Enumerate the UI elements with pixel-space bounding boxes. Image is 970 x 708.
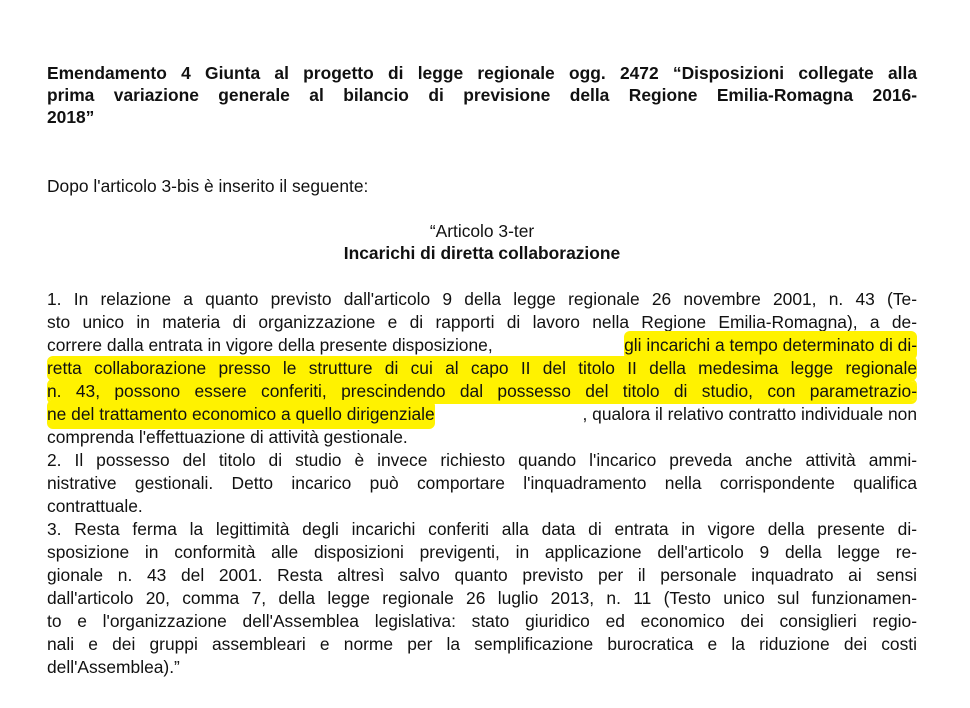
para1-line-3 (47, 333, 917, 357)
para1-line-3-plain: correre dalla entrata in vigore della presente disposizione, (47, 335, 493, 355)
para1-line-7: comprenda l'effettuazione di attività gestionale. (47, 427, 408, 447)
para3-line-1: 3. Resta ferma la legittimità degli incarichi conferiti alla data di entrata in vigore della presente di- (47, 519, 917, 539)
para1-highlight-3: n. 43, possono essere conferiti, prescindendo dal possesso del titolo di studio, con parametrazio- (47, 381, 917, 401)
para2-line-3: contrattuale. (47, 496, 143, 516)
intro-text: Dopo l'articolo 3-bis è inserito il seguente: (47, 176, 369, 196)
para1-line-2: sto unico in materia di organizzazione e di rapporti di lavoro nella Regione Emilia-Romagna), a de- (47, 312, 917, 332)
document-title-line-3: 2018” (47, 107, 95, 127)
para3-line-5: to e l'organizzazione dell'Assemblea legislativa: stato giuridico ed economico dei consiglieri regio- (47, 611, 917, 631)
para1-line-6-plain: , qualora il relativo contratto individuale non (582, 404, 917, 424)
para3-line-6: nali e dei gruppi assembleari e norme per la semplificazione burocratica e la riduzione dei costi (47, 634, 917, 654)
para3-line-3: gionale n. 43 del 2001. Resta altresì salvo quanto previsto per il personale inquadrato ai sensi (47, 565, 917, 585)
para1-highlight-2: retta collaborazione presso le strutture di cui al capo II del titolo II della medesima legge regionale (47, 358, 917, 378)
para1-line-1: 1. In relazione a quanto previsto dall'articolo 9 della legge regionale 26 novembre 2001, n. 43 (Te- (47, 289, 917, 309)
para2-line-2: nistrative gestionali. Detto incarico può comportare l'inquadramento nella corrispondente qualifica (47, 473, 917, 493)
para1-line-4 (47, 356, 917, 380)
para2-line-1: 2. Il possesso del titolo di studio è invece richiesto quando l'incarico preveda anche attività ammi- (47, 450, 917, 470)
para1-highlight-4: ne del trattamento economico a quello dirigenziale (47, 404, 435, 424)
para1-highlight-1: gli incarichi a tempo determinato di di- (624, 335, 917, 355)
document-title-line-2: prima variazione generale al bilancio di previsione della Regione Emilia-Romagna 2016- (47, 85, 917, 105)
para1-line-6 (47, 402, 917, 426)
document-title-line-1: Emendamento 4 Giunta al progetto di legge regionale ogg. 2472 “Disposizioni collegate alla (47, 63, 917, 83)
article-title: Incarichi di diretta collaborazione (343, 243, 621, 263)
para3-line-4: dall'articolo 20, comma 7, della legge regionale 26 luglio 2013, n. 11 (Testo unico sul funzionamen- (47, 588, 917, 608)
para1-line-5 (47, 379, 917, 403)
para3-line-7: dell'Assemblea).” (47, 657, 180, 677)
para3-line-2: sposizione in conformità alle disposizioni previgenti, in applicazione dell'articolo 9 della legge re- (47, 542, 917, 562)
article-number: “Articolo 3-ter (429, 221, 535, 241)
